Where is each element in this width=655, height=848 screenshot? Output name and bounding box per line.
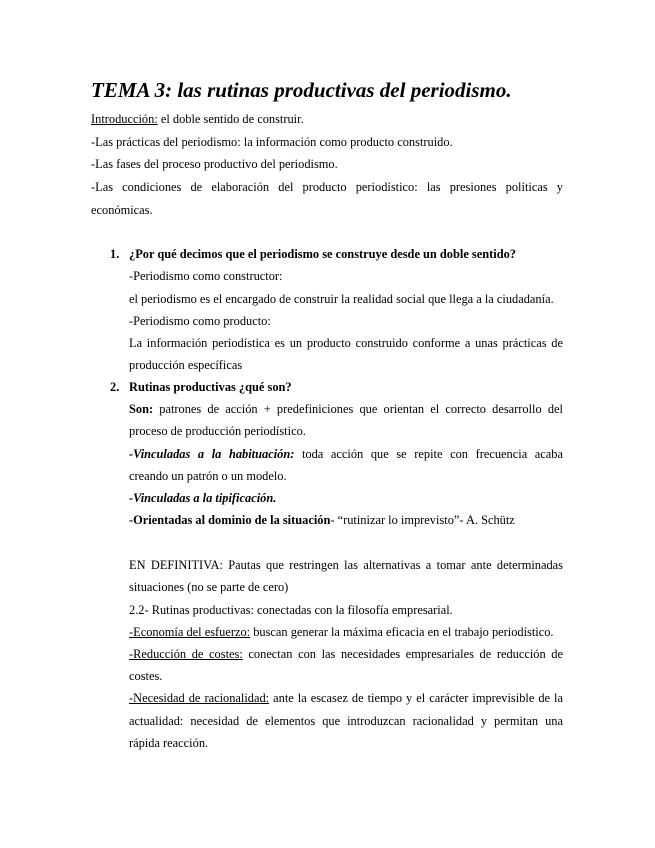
section-1-line-2: el periodismo es el encargado de construir la realidad social que llega a la ciudadanía.: [129, 292, 554, 306]
tipificacion-line: -Vinculadas a la tipificación.: [129, 491, 277, 505]
dominio-label: -Orientadas al dominio de la situación: [129, 513, 331, 527]
racionalidad-label: -Necesidad de racionalidad:: [129, 691, 270, 705]
intro-bullet-2: -Las fases del proceso productivo del periodismo.: [91, 157, 338, 171]
economia-line: [129, 624, 554, 640]
dominio-text: - “rutinizar lo imprevisto”- A. Schütz: [330, 513, 515, 527]
racionalidad-line-2: actualidad: necesidad de elementos que introduzcan racionalidad y permitan una: [129, 714, 563, 728]
section-1-heading: ¿Por qué decimos que el periodismo se construye desde un doble sentido?: [129, 247, 516, 261]
intro-line: [91, 111, 304, 127]
section-2-number: 2.: [110, 380, 120, 394]
costes-text: conectan con las necesidades empresariales de reducción de: [242, 647, 564, 661]
racionalidad-line-3: rápida reacción.: [129, 736, 209, 750]
racionalidad-line: [129, 690, 563, 706]
section-1-line-1: -Periodismo como constructor:: [129, 269, 283, 283]
habituacion-label: -Vinculadas a la habituación:: [129, 447, 295, 461]
intro-bullet-1: -Las prácticas del periodismo: la información como producto construido.: [91, 135, 453, 149]
son-line-2: proceso de producción periodístico.: [129, 424, 306, 438]
racionalidad-text: ante la escasez de tiempo y el carácter imprevisible de la: [269, 691, 563, 705]
section-1-line-5: producción específicas: [129, 358, 243, 372]
subsection-2-2: 2.2- Rutinas productivas: conectadas con la filosofía empresarial.: [129, 603, 453, 617]
section-1-number: 1.: [110, 247, 120, 261]
intro-bullet-3: -Las condiciones de elaboración del producto periodístico: las presiones políticas y: [91, 180, 563, 194]
economia-label: -Economía del esfuerzo:: [129, 625, 251, 639]
definitiva-line-1: EN DEFINITIVA: Pautas que restringen las alternativas a tomar ante determinadas: [129, 558, 563, 572]
intro-text: el doble sentido de construir.: [157, 112, 304, 126]
page-title: TEMA 3: las rutinas productivas del periodismo.: [91, 78, 512, 102]
section-1-line-4: La información periodística es un producto construido conforme a unas prácticas de: [129, 336, 563, 350]
son-line: [129, 401, 563, 417]
definitiva-line-2: situaciones (no se parte de cero): [129, 580, 289, 594]
costes-line: [129, 646, 563, 662]
dominio-line: [129, 512, 515, 528]
habituacion-line: [129, 446, 563, 462]
son-label: Son:: [129, 402, 154, 416]
costes-line-2: costes.: [129, 669, 163, 683]
son-text: patrones de acción + predefiniciones que orientan el correcto desarrollo del: [153, 402, 563, 416]
intro-label: Introducción:: [91, 112, 158, 126]
habituacion-text: toda acción que se repite con frecuencia acaba: [294, 447, 563, 461]
section-2-heading: Rutinas productivas ¿qué son?: [129, 380, 292, 394]
section-1-line-3: -Periodismo como producto:: [129, 314, 271, 328]
intro-bullet-3-cont: económicas.: [91, 203, 153, 217]
economia-text: buscan generar la máxima eficacia en el trabajo periodístico.: [250, 625, 554, 639]
costes-label: -Reducción de costes:: [129, 647, 243, 661]
habituacion-line-2: creando un patrón o un modelo.: [129, 469, 287, 483]
